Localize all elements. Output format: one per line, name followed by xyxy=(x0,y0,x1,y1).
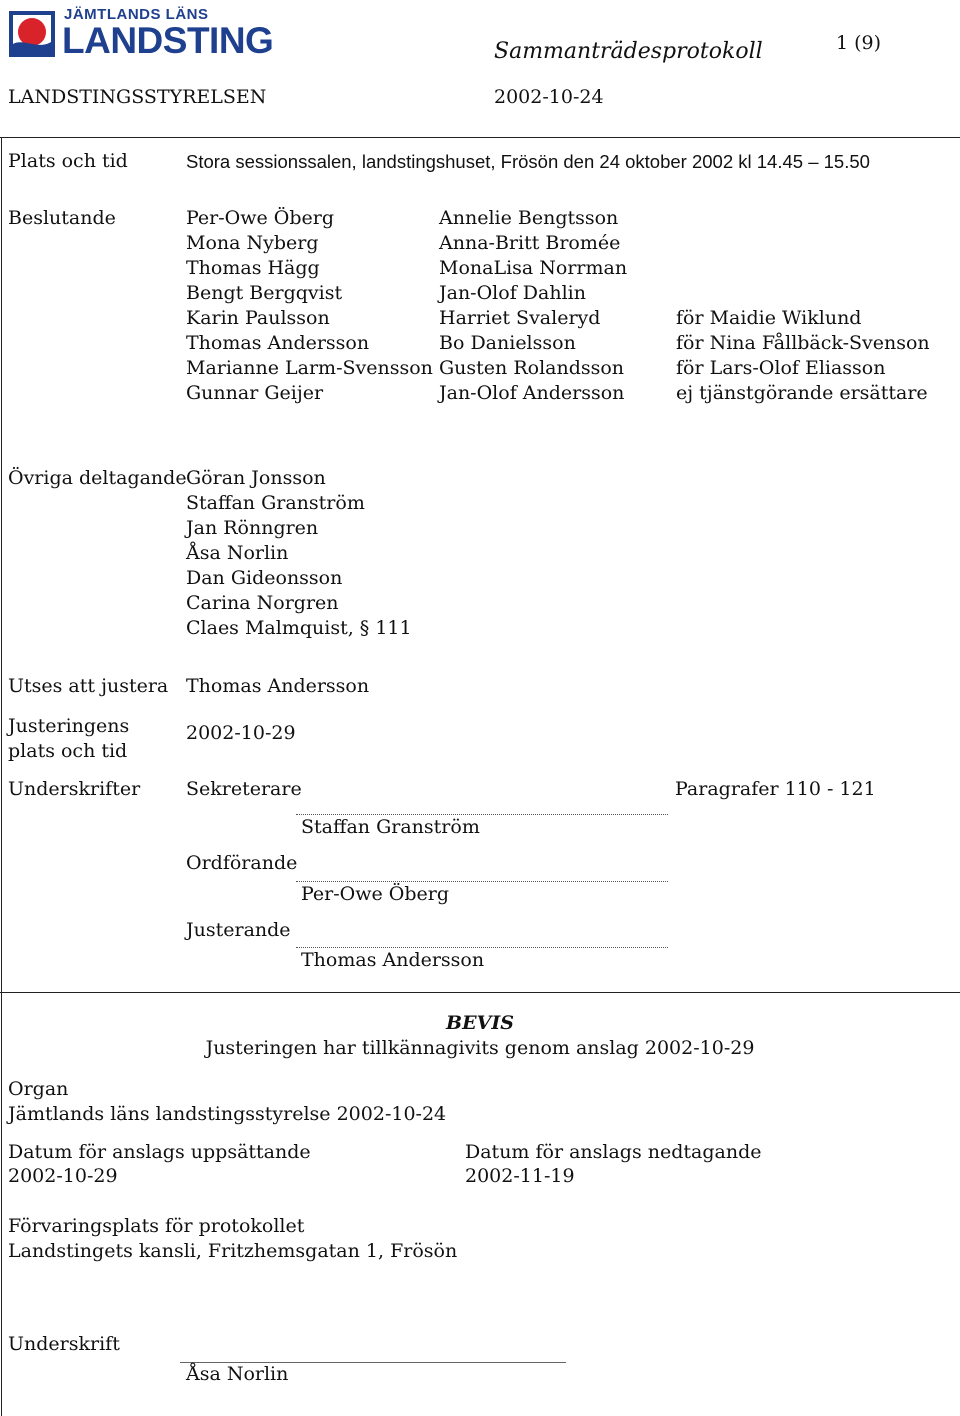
member-name: Karin Paulsson xyxy=(186,307,330,329)
justerande-name: Thomas Andersson xyxy=(301,949,485,971)
nedtagande-value: 2002-11-19 xyxy=(465,1165,575,1187)
beslutande-column-3 xyxy=(676,306,930,406)
member-name: Mona Nyberg xyxy=(186,232,319,254)
plats-value: Stora sessionssalen, landstingshuset, Frösön den 24 oktober 2002 kl 14.45 – 15.50 xyxy=(186,151,870,172)
beslutande-column-1 xyxy=(186,206,433,406)
member-name: Jan-Olof Dahlin xyxy=(439,282,586,304)
participant-name: Göran Jonsson xyxy=(186,467,326,489)
member-name: Marianne Larm-Svensson xyxy=(186,357,433,379)
substitute-note: för Nina Fållbäck-Svenson xyxy=(676,332,930,354)
member-name: Jan-Olof Andersson xyxy=(439,382,625,404)
member-name: Bo Danielsson xyxy=(439,332,576,354)
logo-text-small: JÄMTLANDS LÄNS xyxy=(64,6,209,23)
top-rule xyxy=(0,137,960,138)
justerande-label: Justerande xyxy=(186,919,291,941)
participant-name: Jan Rönngren xyxy=(186,517,319,539)
bevis-text: Justeringen har tillkännagivits genom anslag 2002-10-29 xyxy=(205,1037,755,1059)
sekreterare-name: Staffan Granström xyxy=(301,816,480,838)
member-name: Harriet Svaleryd xyxy=(439,307,601,329)
substitute-note: för Maidie Wiklund xyxy=(676,307,862,329)
left-border xyxy=(1,137,2,1416)
member-name: Annelie Bengtsson xyxy=(439,207,619,229)
document-type: Sammanträdesprotokoll xyxy=(494,39,763,64)
member-name: Bengt Bergqvist xyxy=(186,282,343,304)
organ-label: Organ xyxy=(8,1078,69,1100)
uppsattande-value: 2002-10-29 xyxy=(8,1165,118,1187)
plats-label: Plats och tid xyxy=(8,150,128,172)
justeringens-value: 2002-10-29 xyxy=(186,722,296,744)
participant-name: Dan Gideonsson xyxy=(186,567,343,589)
participant-name: Åsa Norlin xyxy=(186,542,289,564)
participant-name: Carina Norgren xyxy=(186,592,339,614)
justeringens-label-line1: Justeringens xyxy=(8,715,130,737)
member-name: Gusten Rolandsson xyxy=(439,357,625,379)
bevis-title: BEVIS xyxy=(446,1012,514,1034)
logo-text-large: LANDSTING xyxy=(62,20,274,61)
sekreterare-label: Sekreterare xyxy=(186,778,302,800)
member-name: Per-Owe Öberg xyxy=(186,207,335,229)
participant-name: Claes Malmquist, § 111 xyxy=(186,617,412,639)
forvaring-label: Förvaringsplats för protokollet xyxy=(8,1215,305,1237)
page-number: 1 (9) xyxy=(836,32,882,54)
ovriga-label: Övriga deltagande xyxy=(8,467,187,489)
justera-value: Thomas Andersson xyxy=(186,675,370,697)
justera-label: Utses att justera xyxy=(8,675,169,697)
justeringens-label-line2: plats och tid xyxy=(8,740,128,762)
participant-name: Staffan Granström xyxy=(186,492,365,514)
meeting-date: 2002-10-24 xyxy=(494,86,604,108)
member-name: Anna-Britt Bromée xyxy=(439,232,621,254)
ovriga-list xyxy=(186,466,412,641)
ordforande-name: Per-Owe Öberg xyxy=(301,883,450,905)
nedtagande-label: Datum för anslags nedtagande xyxy=(465,1141,762,1163)
underskrift-label: Underskrift xyxy=(8,1333,120,1355)
substitute-note: för Lars-Olof Eliasson xyxy=(676,357,886,379)
beslutande-label: Beslutande xyxy=(8,207,116,229)
member-name: Thomas Hägg xyxy=(186,257,320,279)
organization-name: LANDSTINGSSTYRELSEN xyxy=(8,86,267,108)
member-name: Thomas Andersson xyxy=(186,332,370,354)
member-name: MonaLisa Norrman xyxy=(439,257,628,279)
organ-value: Jämtlands läns landstingsstyrelse 2002-10-24 xyxy=(8,1103,447,1125)
paragrafer-value: Paragrafer 110 - 121 xyxy=(675,778,876,800)
underskrifter-label: Underskrifter xyxy=(8,778,141,800)
landsting-emblem-icon xyxy=(8,10,56,58)
substitute-note: ej tjänstgörande ersättare xyxy=(676,382,928,404)
uppsattande-label: Datum för anslags uppsättande xyxy=(8,1141,311,1163)
underskrift-name: Åsa Norlin xyxy=(186,1363,289,1385)
bevis-rule xyxy=(0,992,960,993)
beslutande-column-2 xyxy=(439,206,627,406)
forvaring-value: Landstingets kansli, Fritzhemsgatan 1, Frösön xyxy=(8,1240,458,1262)
member-name: Gunnar Geijer xyxy=(186,382,324,404)
landsting-logo xyxy=(8,8,278,60)
ordforande-label: Ordförande xyxy=(186,852,298,874)
